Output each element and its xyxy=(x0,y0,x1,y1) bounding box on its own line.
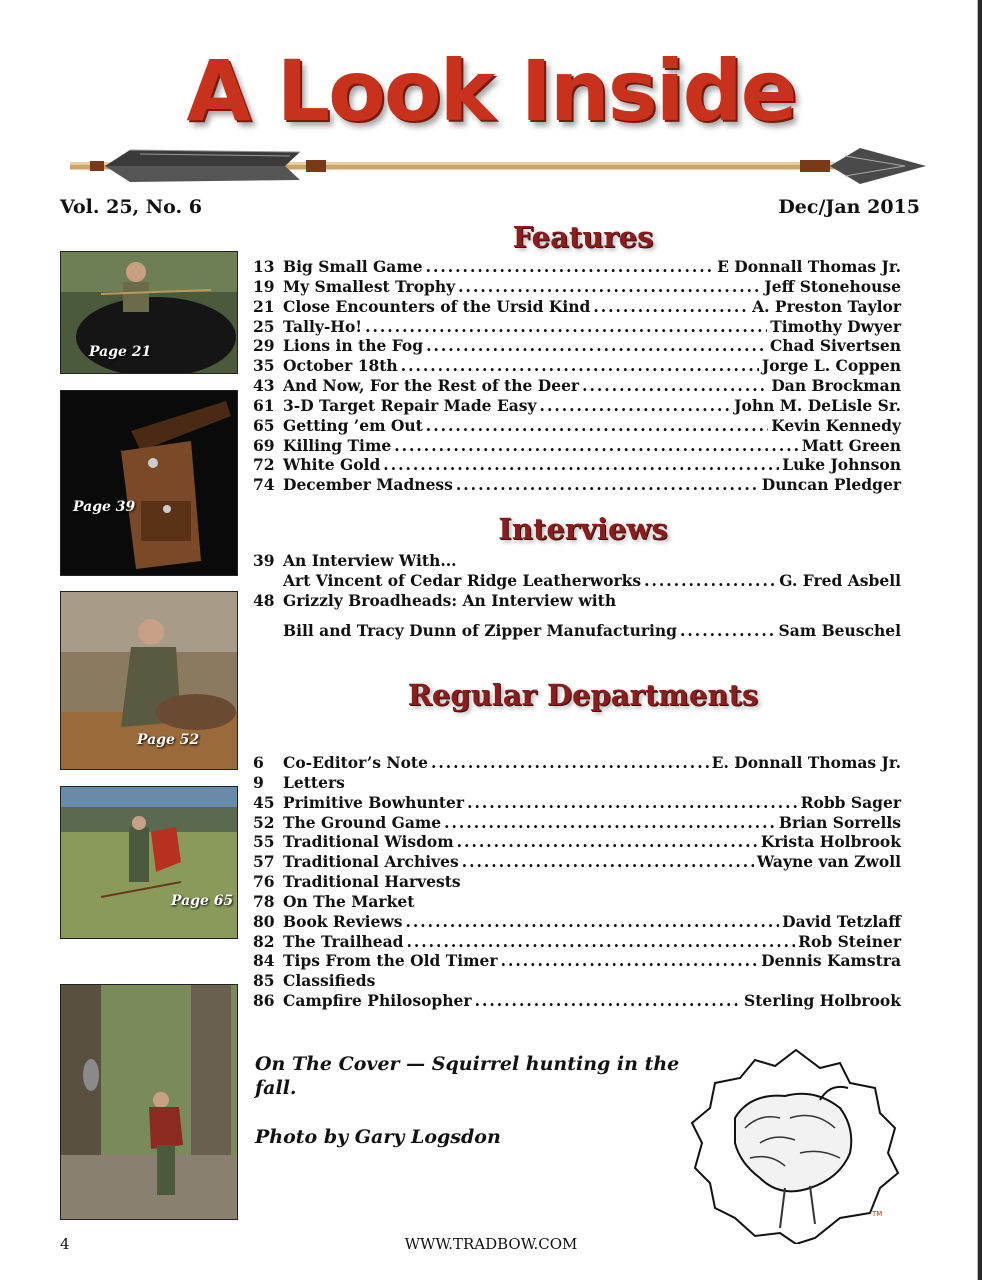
toc-entry[interactable]: 35 October 18th ..... Jorge L. Coppen xyxy=(253,356,901,376)
toc-entry[interactable]: 45 Primitive Bowhunter ..... Robb Sager xyxy=(253,793,901,813)
toc-entry-continued[interactable]: Bill and Tracy Dunn of Zipper Manufacturing ..... Sam Beuschel xyxy=(253,621,901,641)
toc-entry[interactable]: 48 Grizzly Broadheads: An Interview with xyxy=(253,590,617,610)
toc-entry-continued[interactable]: Art Vincent of Cedar Ridge Leatherworks ..... G. Fred Asbell xyxy=(253,571,901,591)
toc-entry[interactable]: 74 December Madness ..... Duncan Pledger xyxy=(253,475,901,495)
photo-caption: Page 65 xyxy=(171,893,234,909)
toc-entry[interactable]: 52 The Ground Game ..... Brian Sorrells xyxy=(253,813,901,833)
photo-caption: Page 39 xyxy=(73,499,136,515)
photo-deer-hunter[interactable] xyxy=(60,591,238,770)
toc-entry[interactable]: 78 On The Market xyxy=(253,891,415,911)
features-list xyxy=(253,257,901,495)
page-title: A Look Inside xyxy=(186,42,796,140)
photo-bear-hunter[interactable] xyxy=(60,251,238,374)
toc-entry[interactable]: 84 Tips From the Old Timer ..... Dennis Kamstra xyxy=(253,951,901,971)
photo-leather-quiver[interactable] xyxy=(60,390,238,576)
departments-list xyxy=(253,753,901,1011)
toc-entry[interactable]: 61 3-D Target Repair Made Easy ..... John M. DeLisle Sr. xyxy=(253,396,901,416)
toc-entry[interactable]: 25 Tally-Ho! ..... Timothy Dwyer xyxy=(253,317,901,337)
issue-date: Dec/Jan 2015 xyxy=(778,196,920,218)
toc-entry[interactable]: 80 Book Reviews ..... David Tetzlaff xyxy=(253,912,901,932)
toc-entry[interactable]: 6 Co-Editor’s Note ..... E. Donnall Thomas Jr. xyxy=(253,753,901,773)
photo-cover-image xyxy=(61,985,237,1219)
photo-credit: Photo by Gary Logsdon xyxy=(255,1126,501,1148)
toc-entry[interactable]: 39 An Interview With... xyxy=(253,551,457,570)
page-edge-shadow xyxy=(978,0,982,1280)
page-number: 4 xyxy=(60,1235,70,1253)
toc-entry[interactable]: 21 Close Encounters of the Ursid Kind ..... A. Preston Taylor xyxy=(253,297,901,317)
toc-entry[interactable]: 9 Letters xyxy=(253,772,345,792)
features-heading: Features xyxy=(512,220,654,254)
toc-entry[interactable]: 55 Traditional Wisdom ..... Krista Holbrook xyxy=(253,832,901,852)
photo-turkey-image xyxy=(61,787,237,938)
page-edge-line xyxy=(977,0,978,1280)
toc-entry[interactable]: 82 The Trailhead ..... Rob Steiner xyxy=(253,932,901,952)
toc-entry[interactable]: 13 Big Small Game ..... E Donnall Thomas Jr. xyxy=(253,257,901,277)
toc-entry[interactable]: 57 Traditional Archives ..... Wayne van Zwoll xyxy=(253,852,901,872)
photo-caption: Page 52 xyxy=(137,732,200,748)
toc-entry[interactable]: 29 Lions in the Fog ..... Chad Sivertsen xyxy=(253,336,901,356)
arrow-illustration xyxy=(60,140,928,190)
toc-entry[interactable]: 76 Traditional Harvests xyxy=(253,872,461,892)
photo-turkey-hunter[interactable] xyxy=(60,786,238,939)
toc-entry[interactable]: 19 My Smallest Trophy ..... Jeff Stonehouse xyxy=(253,277,901,297)
cover-caption: On The Cover — Squirrel hunting in the fall. xyxy=(255,1053,680,1099)
trademark-mark: TM xyxy=(872,1210,883,1218)
toc-entry[interactable]: 72 White Gold ..... Luke Johnson xyxy=(253,455,901,475)
website-url[interactable]: WWW.TRADBOW.COM xyxy=(404,1235,578,1253)
toc-entry[interactable]: 86 Campfire Philosopher ..... Sterling Holbrook xyxy=(253,991,901,1011)
volume-number: Vol. 25, No. 6 xyxy=(60,196,202,218)
photo-cover-squirrel-hunter[interactable] xyxy=(60,984,238,1220)
photo-quiver-image xyxy=(61,391,237,575)
interviews-list xyxy=(253,551,901,640)
photo-caption: Page 21 xyxy=(89,344,152,360)
toc-entry[interactable]: 85 Classifieds xyxy=(253,971,376,991)
toc-entry[interactable]: 43 And Now, For the Rest of the Deer ..... Dan Brockman xyxy=(253,376,901,396)
interviews-heading: Interviews xyxy=(498,512,668,546)
toc-entry[interactable]: 65 Getting ’em Out ..... Kevin Kennedy xyxy=(253,416,901,436)
buffalo-arrowhead-logo xyxy=(690,1048,902,1244)
departments-heading: Regular Departments xyxy=(407,678,759,712)
toc-entry[interactable]: 69 Killing Time ..... Matt Green xyxy=(253,436,901,456)
